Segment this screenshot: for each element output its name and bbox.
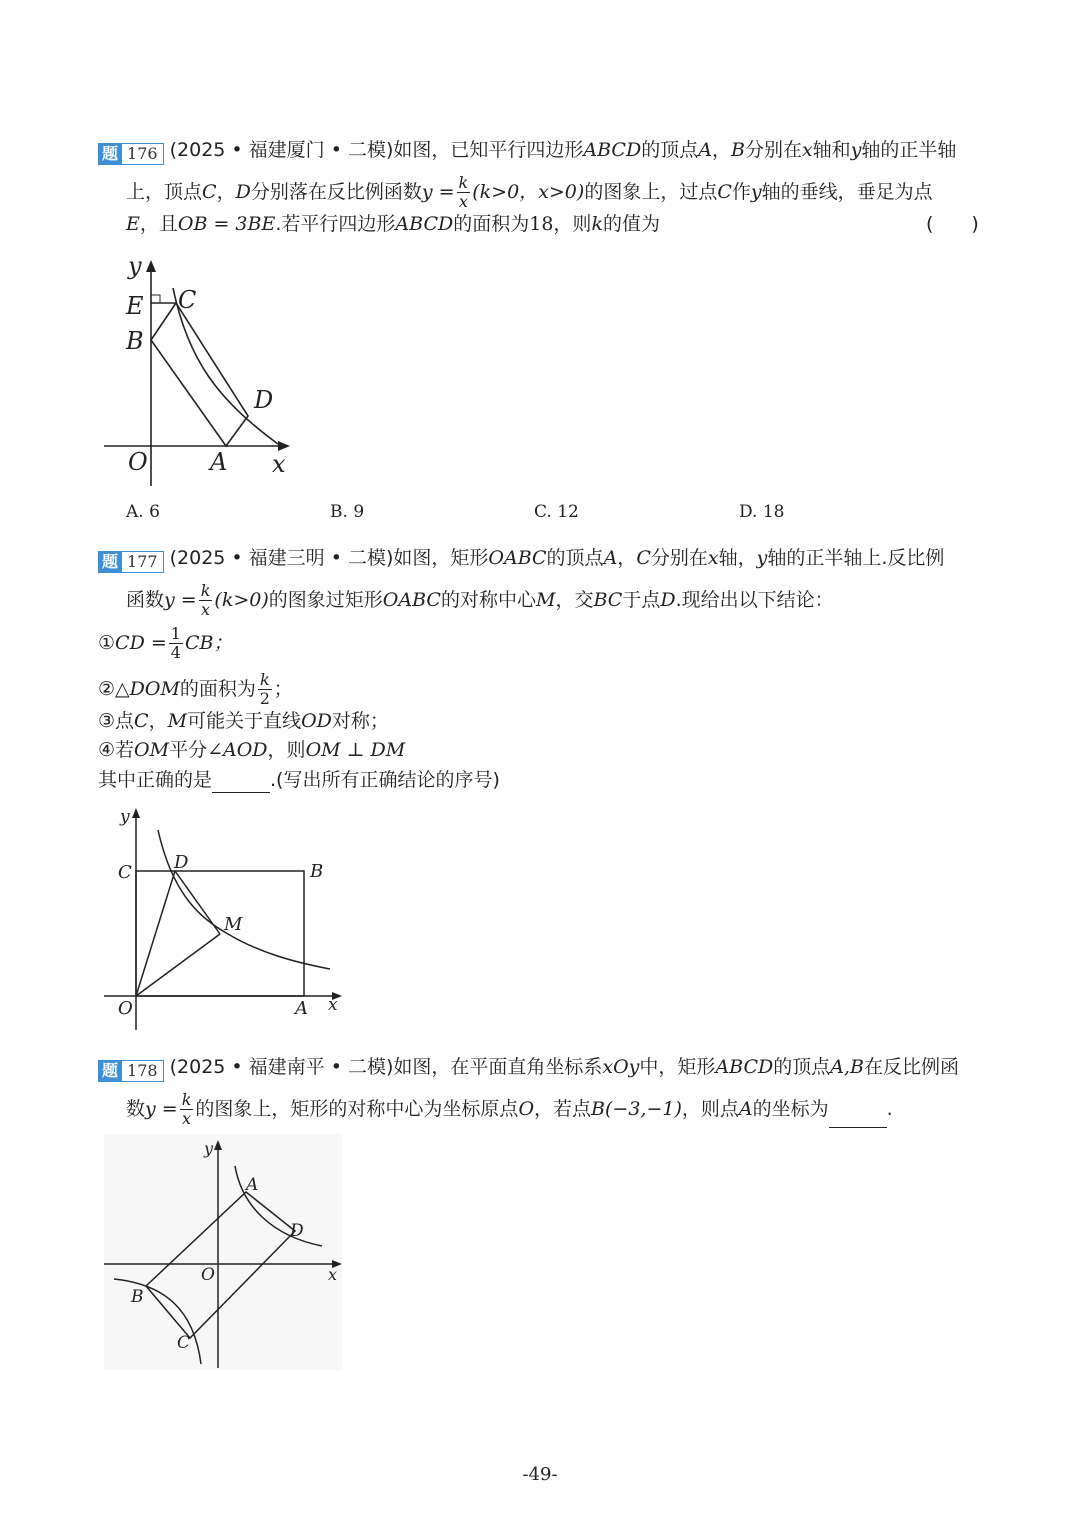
fraction-k-over-2: $\frac{k}{2}$ [259,670,270,708]
label-d: D [290,1221,304,1241]
fraction-k-over-x: $\frac{k}{x}$ [181,1090,192,1128]
q176-option-a[interactable]: A. 6 [126,502,160,522]
q178-line1: 题 178 (2025 • 福建南平 • 二模)如图，在平面直角坐标系xOy中，矩形ABCD的顶点A,B在反比例函 [98,1054,959,1080]
page-number: -49- [522,1464,558,1485]
q177-line2: 函数y = $\frac{k}{x}$ (k>0)的图象过矩形OABC的对称中心M，交BC于点D.现给出以下结论： [126,581,834,619]
label-c: C [177,1333,191,1353]
label-d: D [174,852,189,873]
q176-answer-paren: ( ) [926,213,979,235]
q177-line1: 题 177 (2025 • 福建三明 • 二模)如图，矩形OABC的顶点A，C分别在x轴，y轴的正半轴上.反比例 [98,545,944,571]
segment-od [136,871,175,996]
label-o: O [128,448,148,476]
q177-figure [98,802,348,1034]
q177-conclusion-2: ②△DOM的面积为 $\frac{k}{2}$ ； [98,670,293,708]
label-c: C [178,286,197,314]
rectangle-abcd [146,1192,295,1338]
label-d: D [254,386,274,414]
label-e: E [126,292,144,320]
q176-figure [98,250,298,490]
q178-tag: 题 178 [98,1057,164,1079]
label-b: B [131,1287,144,1307]
label-a: A [210,448,228,476]
q177-conclusion-3: ③点C，M可能关于直线OD对称； [98,710,389,732]
fraction-k-over-x: $\frac{k}{x}$ [200,581,211,619]
label-m: M [224,914,243,935]
answer-blank[interactable] [212,774,270,793]
label-o: O [201,1265,215,1285]
parallelogram-abcd [151,303,248,446]
answer-blank[interactable] [829,1109,887,1128]
label-o: O [118,998,133,1019]
fraction-1-over-4: $\frac{1}{4}$ [170,624,181,662]
q178-line2: 数y = $\frac{k}{x}$ 的图象上，矩形的对称中心为坐标原点O，若点B(−3,−1)，则点A的坐标为 . [126,1090,893,1128]
label-b: B [310,861,324,882]
q177-tag: 题 177 [98,548,164,570]
label-y: y [120,807,130,827]
label-a: A [295,998,308,1019]
label-y: y [204,1139,214,1158]
q176-option-b[interactable]: B. 9 [330,502,365,522]
label-a: A [246,1175,259,1195]
label-x: x [272,450,286,478]
label-x: x [328,995,338,1015]
fraction-k-over-x: $\frac{k}{x}$ [458,173,469,211]
label-c: C [118,862,132,883]
q176-tag: 题 176 [98,140,164,162]
label-b: B [126,327,144,355]
segment-dm [175,871,220,934]
q177-conclusion-4: ④若OM平分∠AOD，则OM ⊥ DM [98,739,406,761]
q176-option-d[interactable]: D. 18 [739,502,785,522]
q176-option-c[interactable]: C. 12 [534,502,579,522]
segment-om [136,934,220,996]
q176-line3: E，且OB = 3BE.若平行四边形ABCD的面积为18，则k的值为 [126,213,660,235]
q177-conclusion-1: ①CD = $\frac{1}{4}$ CB； [98,624,233,662]
q176-line2: 上，顶点C，D分别落在反比例函数y = $\frac{k}{x}$ (k>0，x>0)的图象上，过点C作y轴的垂线，垂足为点 [126,173,933,211]
q177-line8: 其中正确的是 .(写出所有正确结论的序号) [98,769,500,791]
q176-line1: 题 176 (2025 • 福建厦门 • 二模)如图，已知平行四边形ABCD的顶点A，B分别在x轴和y轴的正半轴 [98,137,956,163]
q178-figure [104,1134,342,1370]
label-y: y [128,252,142,280]
label-x: x [328,1265,338,1284]
